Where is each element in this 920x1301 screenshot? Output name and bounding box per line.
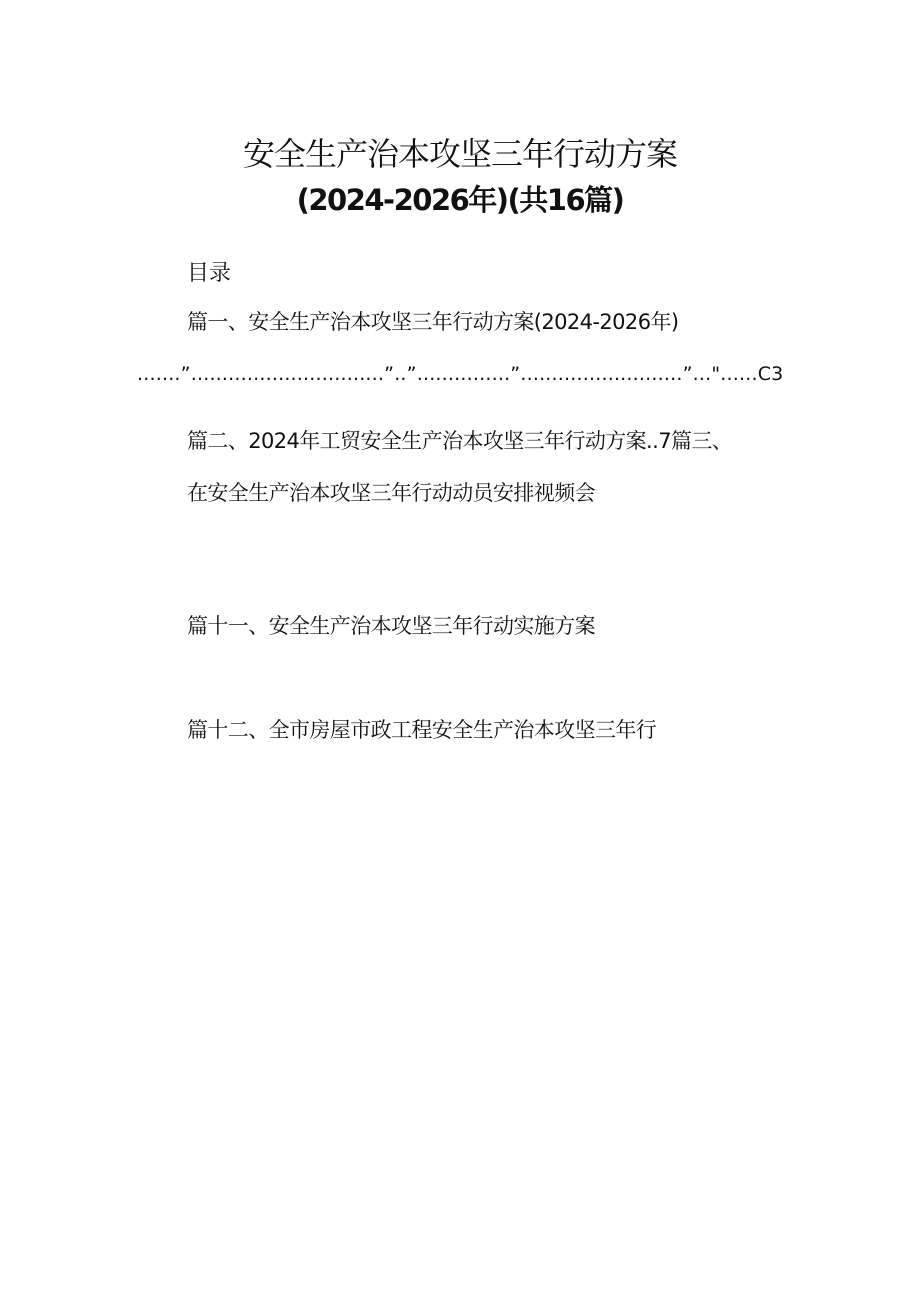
toc-entry-1: 篇一、安全生产治本攻坚三年行动方案(2024-2026年) [187,310,679,334]
document-title: 安全生产治本攻坚三年行动方案 [242,135,677,173]
toc-heading: 目录 [187,261,232,286]
document-subtitle: (2024-2026年)(共16篇) [296,183,624,217]
toc-entry-12: 篇十二、全市房屋市政工程安全生产治本攻坚三年行 [187,718,657,742]
toc-entry-3: 在安全生产治本攻坚三年行动动员安排视频会 [187,481,595,505]
toc-entry-2: 篇二、2024年工贸安全生产治本攻坚三年行动方案..7篇三、 [187,429,733,453]
toc-entry-11: 篇十一、安全生产治本攻坚三年行动实施方案 [187,614,595,638]
toc-entry-1-leader: .......”...............................”..”...............”..........................”..."......C3 [137,363,784,385]
